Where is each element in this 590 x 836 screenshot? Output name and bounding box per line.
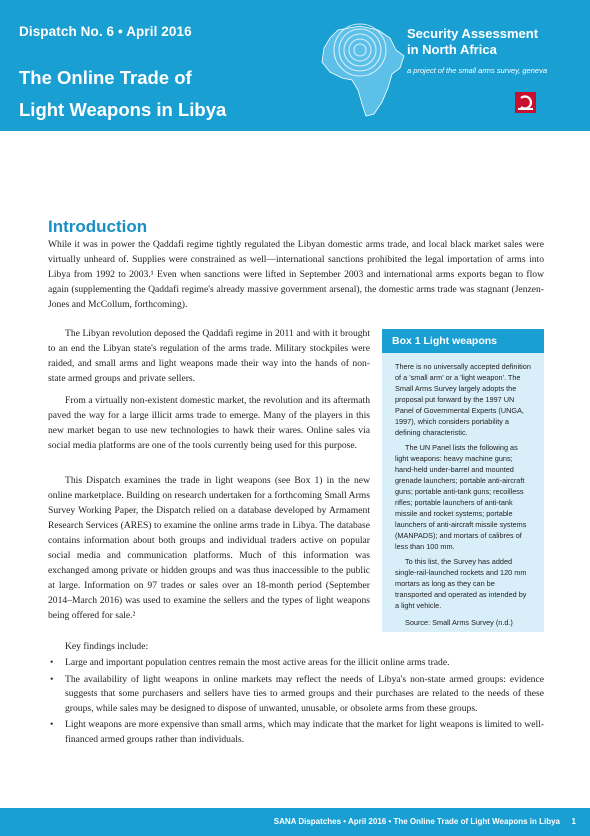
title-line-2: Light Weapons in Libya	[19, 99, 227, 120]
africa-map-icon	[308, 16, 418, 126]
bullet-icon: •	[50, 657, 54, 668]
title-line-1: The Online Trade of	[19, 67, 192, 88]
intro-paragraph-3: From a virtually non-existent domestic market, the revolution and its aftermath paved the way for a large illicit arms trade to emerge. Many of the players in this new market began to use new technologies to hawk their wares. Online sales via social media platforms are one of the tools currently being used for this purpose.	[48, 395, 370, 451]
section-heading-introduction: Introduction	[48, 217, 148, 236]
key-findings-list	[48, 656, 544, 750]
key-findings-label: Key findings include:	[65, 641, 149, 652]
series-title	[407, 26, 567, 58]
box-title: Box 1 Light weapons	[382, 329, 544, 353]
box-1-light-weapons	[382, 329, 544, 632]
page-number: 1	[571, 817, 576, 826]
box-paragraph-2: The UN Panel lists the following as light weapons: heavy machine guns; hand-held under-barrel and mounted grenade launchers; portable anti-aircraft guns; portable anti-tank guns; recoilless rifles; portable launchers of anti-tank missile and rocket systems; portable launchers of anti-aircraft missile systems (MANPADS); and mortars of calibres of less than 100 mm.	[395, 443, 527, 551]
document-title	[19, 62, 226, 126]
list-item: • Large and important population centres remain the most active areas for the illicit online arms trade.	[48, 656, 544, 671]
list-item: • The availability of light weapons in online markets may reflect the needs of Libya's non-state armed groups: evidence suggests that some purchasers and sellers have ties to armed groups and their purchases are related to the needs of these groups, while sales may be designed to dispose of unwanted, unusable, or obsolete arms from these groups.	[50, 673, 544, 714]
box-body	[382, 353, 544, 628]
bullet-icon: •	[50, 719, 54, 731]
bullet-icon: •	[50, 673, 54, 685]
intro-paragraph-4: This Dispatch examines the trade in light weapons (see Box 1) in the new online marketplace. Building on research undertaken for a forthcoming Small Arms Survey Working Paper, the Dispatch relied on a database developed by Armament Research Services (ARES) to examine the online arms trade in Libya. The database contains information about both groups and individual traders active on popular social media and communication platforms. Much of this information was exchanged among private or hidden groups and was thus inaccessible to the public at large. Information on 97 trades or sales over an 18-month period (September 2014–March 2016) was used to examine the sellers and the types of light weapons being offered for sale.²	[48, 475, 370, 621]
box-source: Source: Small Arms Survey (n.d.)	[405, 618, 513, 627]
dispatch-number: Dispatch No. 6 • April 2016	[19, 24, 192, 39]
intro-paragraph-1: While it was in power the Qaddafi regime tightly regulated the Libyan domestic arms trade, and local black market sales were virtually unheard of. Supplies were constrained as well—international sanctions prohibited the legal importation of arms into Libya from 1992 to 2003.¹ Even when sanctions were lifted in September 2003 and international arms exports began to flow again (supplementing the Qaddafi regime's already massive government arsenal), the domestic arms trade was stagnant (Jenzen-Jones and McCollum, forthcoming).	[48, 239, 544, 310]
small-arms-survey-logo	[515, 92, 536, 113]
series-line-2: in North Africa	[407, 42, 497, 57]
box-paragraph-1: There is no universally accepted definition of a 'small arm' or a 'light weapon'. The Small Arms Survey largely adopts the proposal put forward by the 1997 UN Panel of Governmental Experts (UNGA, 1997), which considers portability a defining characteristic.	[395, 362, 531, 437]
intro-paragraph-2: The Libyan revolution deposed the Qaddafi regime in 2011 and with it brought to an end the Libyan state's regulation of the arms trade. Military stockpiles were raided, and small arms and light weapons made their way into the hands of non-state armed groups and private sellers.	[48, 328, 370, 384]
box-paragraph-3: To this list, the Survey has added single-rail-launched rockets and 120 mm mortars as long as they can be transported and operated as intended by a light vehicle.	[395, 557, 527, 610]
project-tagline: a project of the small arms survey, geneva	[407, 66, 547, 75]
list-item: • Light weapons are more expensive than small arms, which may indicate that the market for light weapons is limited to well-financed armed groups rather than individuals.	[50, 719, 544, 745]
footer-running-title: SANA Dispatches • April 2016 • The Online Trade of Light Weapons in Libya	[273, 817, 560, 826]
series-line-1: Security Assessment	[407, 26, 539, 41]
header-banner	[0, 0, 590, 131]
footer-bar	[0, 808, 590, 836]
logo-mark-icon	[515, 92, 536, 113]
